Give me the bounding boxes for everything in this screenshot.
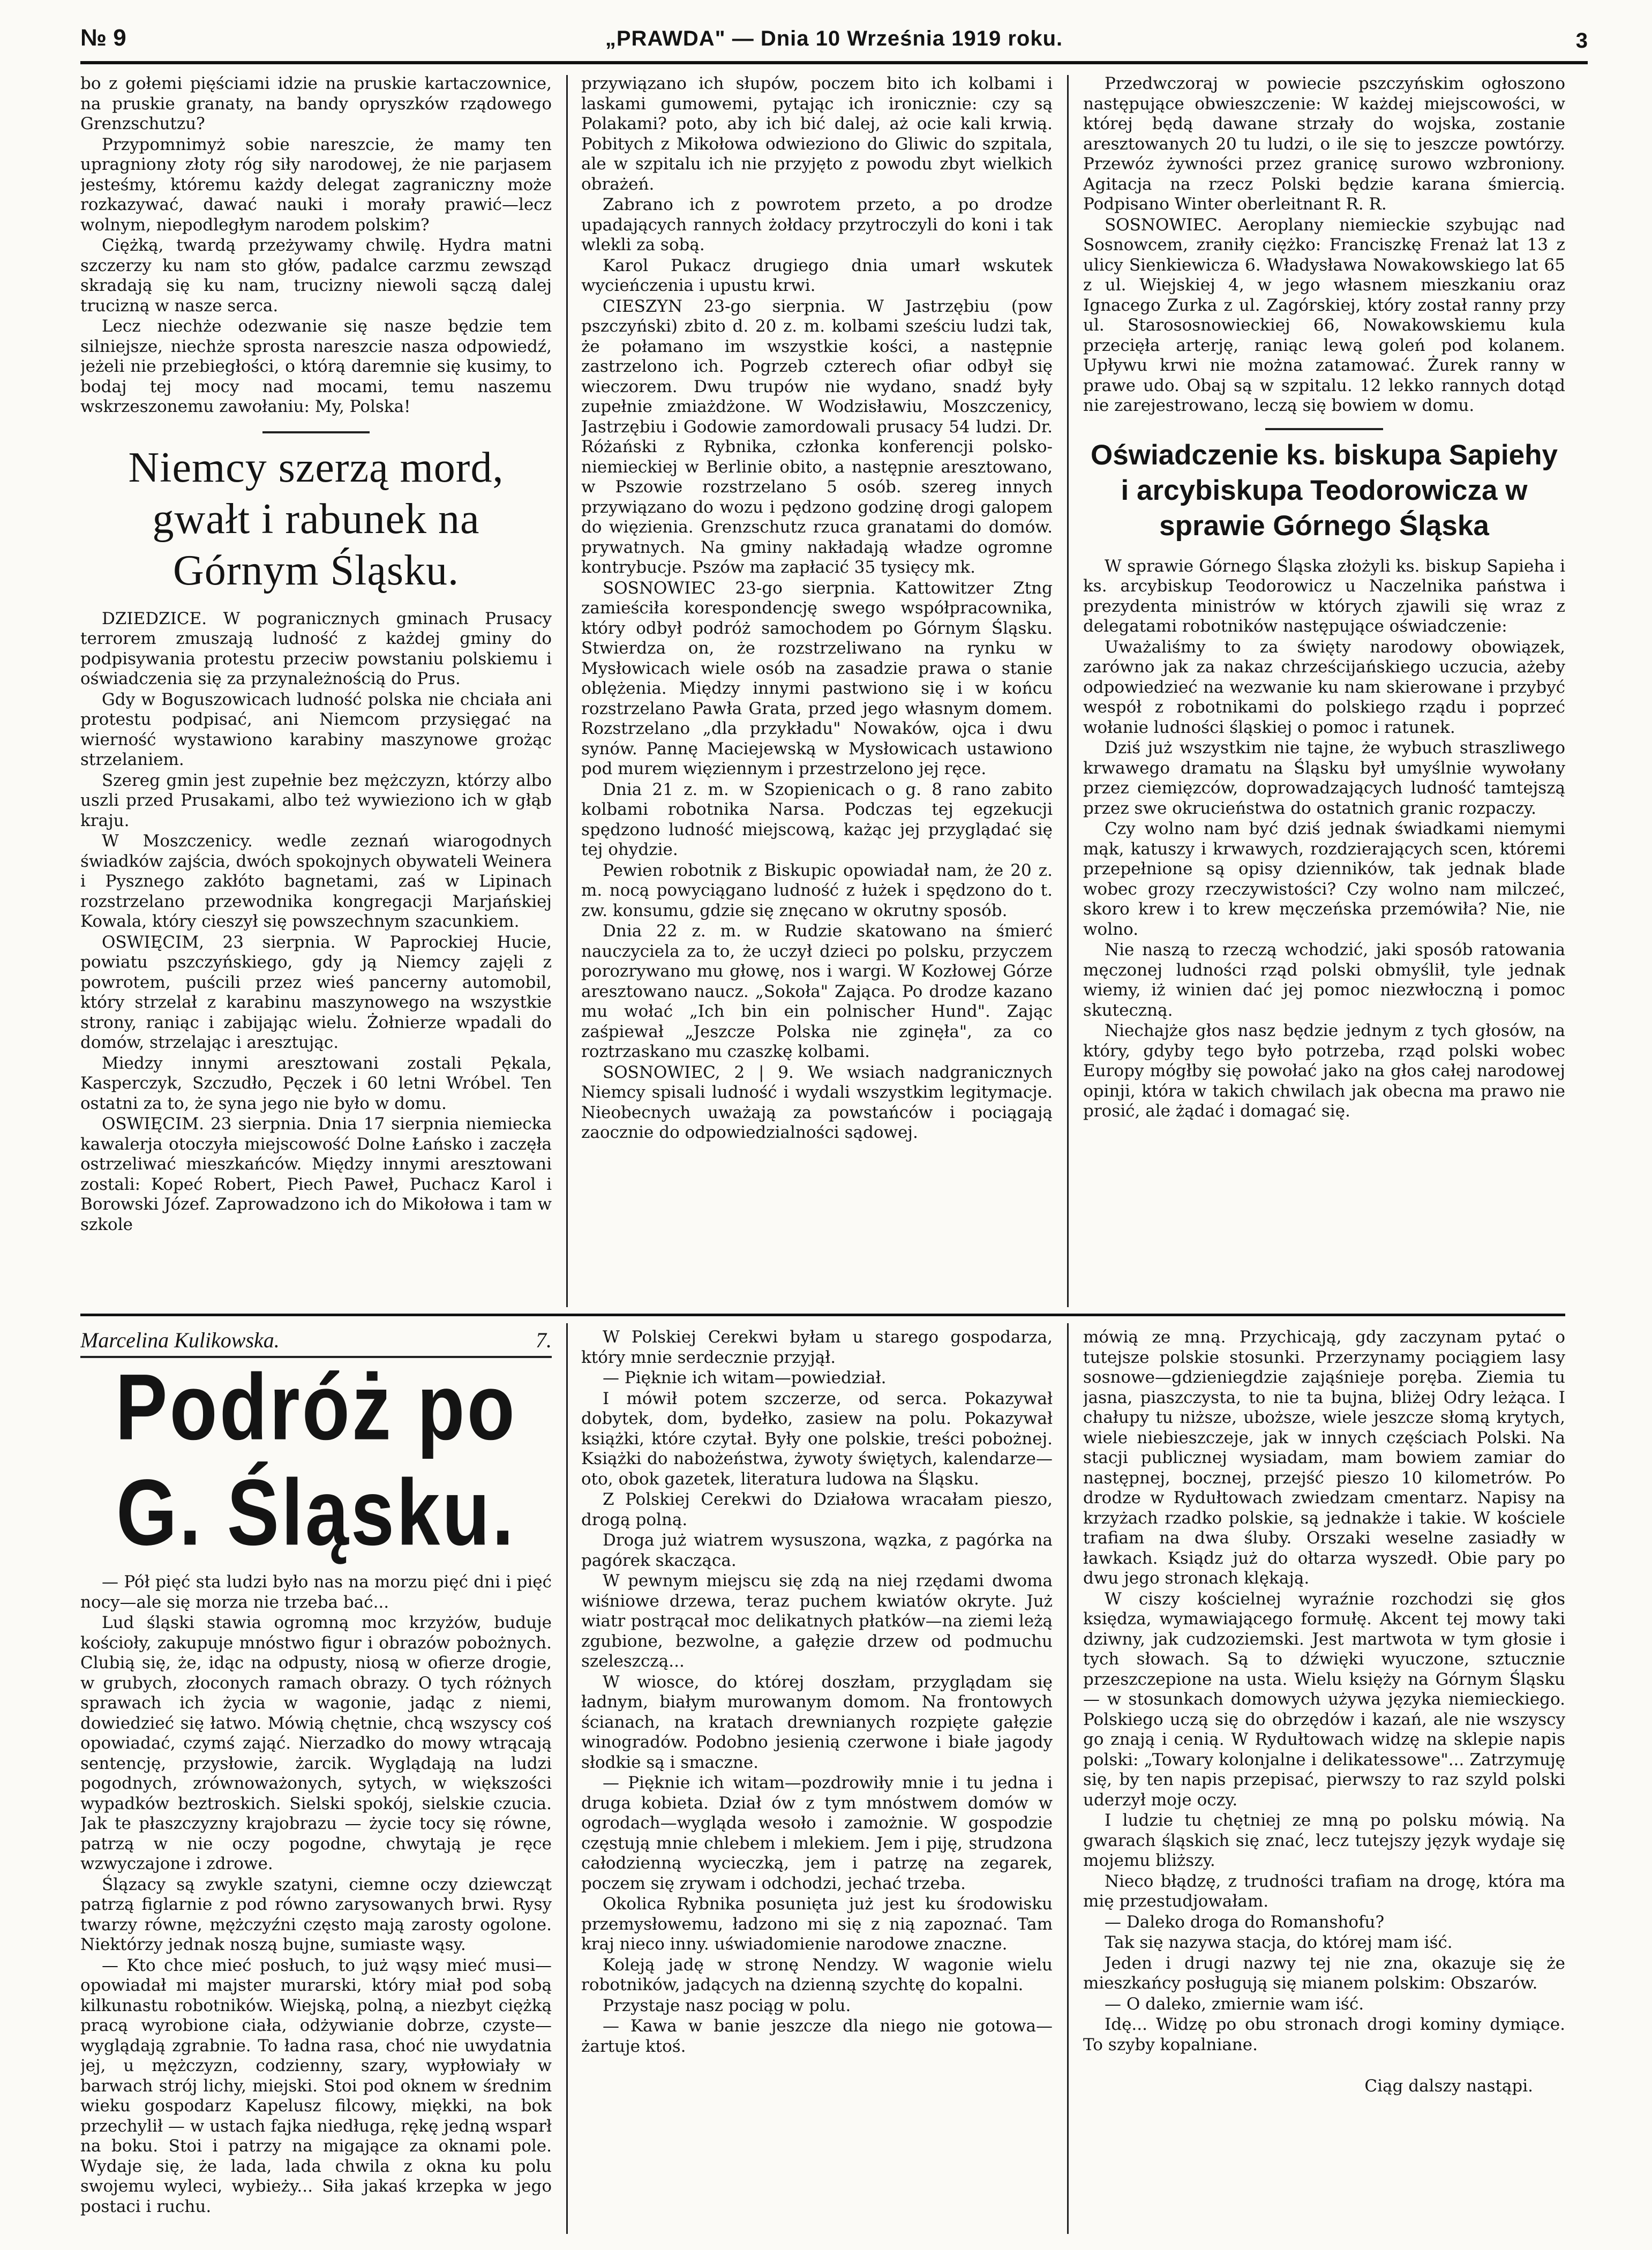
- paragraph: DZIEDZICE. W pogranicznych gminach Prusacy terrorem zmuszają ludność z każdej gminy do podpisywania protestu przeciw powstaniu polskiemu i oświadczenia się za przynależnością do Prus.: [80, 609, 552, 688]
- paragraph: Ślązacy są zwykle szatyni, ciemne oczy dziewcząt patrzą figlarnie z pod równo zarysowanych brwi. Rysy twarzy równe, mężczyźni często mają zarosty ogolone. Niektórzy jednak noszą bujne, sumiaste wąsy.: [80, 1874, 552, 1954]
- episode-number: 7.: [536, 1328, 552, 1352]
- paragraph: Jeden i drugi nazwy tej nie zna, okazuje się że mieszkańcy posługują się mianem polskim: Obszarów.: [1083, 1953, 1565, 1993]
- paragraph: CIESZYN 23-go sierpnia. W Jastrzębiu (pow pszczyński) zbito d. 20 z. m. kolbami sześciu ludzi tak, że połamano im wszystkie kości, a następnie zastrzelono ich. Pogrzeb czterech ofiar odbył się wieczorem. Dwu trupów nie wydano, snadź były zupełnie zmiażdżone. W Wodzisławiu, Moszczenicy, Jastrzębiu i Godowie zamordowali prusacy 54 ludzi. Dr. Różański z Rybnika, członka konferencji polsko-niemieckiej w Berlinie obito, a następnie aresztowano, w Pszowie rozstrzelano 5 osób. szereg innych przywiązano do wozu i pędzono godzinę drogi galopem do więzienia. Grenzschutz rzuca granatami do domów. prywatnych. Na gminy nakładają władze ogromne kontrybucje. Pszów ma zapłacić 35 tysięcy mk.: [581, 296, 1053, 577]
- divider: [1265, 428, 1383, 430]
- paragraph: Nie naszą to rzeczą wchodzić, jaki sposób ratowania męczonej ludności rząd polski obmyślił, tyle jednak wiemy, iż winien dać jej pomoc niezwłoczną i pomoc skuteczną.: [1083, 940, 1565, 1020]
- paragraph: Koleją jadę w stronę Nendzy. W wagonie wielu robotników, jadących na dzienną szychtę do kopalni.: [581, 1955, 1053, 1994]
- feuilleton-column-2: [581, 1328, 1053, 2233]
- paragraph: Dziś już wszystkim nie tajne, że wybuch straszliwego krwawego dramatu na Śląsku był umyślnie wywołany przez ciemięzców, doprowadzających ludność tamtejszą przez swe okrucieństwa do ostatnich granic rozpaczy.: [1083, 738, 1565, 818]
- paragraph: Pewien robotnik z Biskupic opowiadał nam, że 20 z. m. nocą powyciągano ludność z łużek i spędzono do t. zw. konsumu, gdzie się znęcano w okrutny sposób.: [581, 860, 1053, 920]
- paragraph: Gdy w Boguszowicach ludność polska nie chciała ani protestu podpisać, ani Niemcom przysięgać na wierność wystawiono karabiny maszynowe grożąc strzelaniem.: [80, 689, 552, 769]
- paragraph: W pewnym miejscu się zdą na niej rzędami dwoma wiśniowe drzewa, teraz puchem kwiatów okryte. Już wiatr postrącał moc delikatnych płatków—na ziemi leżą zgubione, bezwolne, a gałęzie drzew od podmuchu szeleszczą...: [581, 1571, 1053, 1671]
- paragraph: Ciężką, twardą przeżywamy chwilę. Hydra matni szczerzy ku nam sto głów, padalce carzmu zewsząd skradają się ku nam, trucizny niewoli sączą dalej trucizną w nasze serca.: [80, 236, 552, 316]
- column-rule: [566, 75, 568, 1307]
- paragraph: I ludzie tu chętniej ze mną po polsku mówią. Na gwarach śląskich się znać, lecz tutejszy język wydaje się mojemu bliższy.: [1083, 1811, 1565, 1870]
- feuilleton-column-3: [1083, 1328, 1565, 2233]
- masthead-title-date: „PRAWDA" — Dnia 10 Września 1919 roku.: [605, 27, 1063, 50]
- paragraph: Droga już wiatrem wysuszona, wązka, z pagórka na pagórek skacząca.: [581, 1531, 1053, 1570]
- paragraph: Dnia 21 z. m. w Szopienicach o g. 8 rano zabito kolbami robotnika Narsa. Podczas tej egzekucji spędzono ludność miejscową, każąc jej przyglądać się tej ohydzie.: [581, 779, 1053, 859]
- paragraph: W Polskiej Cerekwi byłam u starego gospodarza, który mnie serdecznie przyjął.: [581, 1328, 1053, 1367]
- paragraph: SOSNOWIEC, 2 | 9. We wsiach nadgranicznych Niemcy spisali ludność i wydali wszystkim legitymacje. Nieobecnych uważają za powstańców i pociągają zaocznie do odpowiedzialności sądowej.: [581, 1062, 1053, 1142]
- headline-oswiadczenie: Oświadczenie ks. biskupa Sapiehy i arcybiskupa Teodorowicza w sprawie Górnego Śląska: [1091, 439, 1558, 542]
- paragraph: Miedzy innymi aresztowani zostali Pękala, Kasperczyk, Szczudło, Pęczek i 60 letni Wróbel. Ten ostatni za to, że syna jego nie było w domu.: [80, 1053, 552, 1113]
- paragraph: — Daleko droga do Romanshofu?: [1105, 1912, 1385, 1932]
- paragraph: Uważaliśmy to za święty narodowy obowiązek, zarówno jak za nakaz chrześcijańskiego uczucia, ażeby odpowiedzieć na wezwanie ku nam skierowane i przybyć wespół z robotnikami do polskiego rządu i poprzeć wołanie ludności śląskiej o pomoc i ratunek.: [1083, 637, 1565, 737]
- paragraph: Lecz niechże odezwanie się nasze będzie tem silniejsze, niechże sprosta nareszcie nasza odpowiedź, jeżeli nie przebiegłości, o którą daremnie się kusimy, to bodaj tej mocy nad mocami, temu naszemu wskrzeszonemu zawołaniu: My, Polska!: [80, 317, 552, 416]
- paragraph: Z Polskiej Cerekwi do Działowa wracałam pieszo, drogą polną.: [581, 1490, 1053, 1529]
- paragraph: Okolica Rybnika posunięta już jest ku środowisku przemysłowemu, ładzono mi się z nią zapoznać. Tam kraj nieco inny. uświadomienie narodowe znaczne.: [581, 1894, 1053, 1954]
- paragraph: — Kawa w banie jeszcze dla niego nie gotowa—żartuje ktoś.: [581, 2016, 1053, 2056]
- paragraph: Przystaje nasz pociąg w polu.: [603, 1996, 851, 2015]
- feuilleton-title: Podróż po G. Śląsku.: [115, 1354, 517, 1565]
- headline-niemcy: Niemcy szerzą mord, gwałt i rabunek na Górnym Śląsku.: [128, 444, 504, 594]
- paragraph: SOSNOWIEC. Aeroplany niemieckie szybując nad Sosnowcem, zraniły ciężko: Franciszkę Frenaż lat 13 z ulicy Sienkiewicza 6. Władysława Nowakowskiego lat 65 z ul. Wiejskiej 4, w jego własnem mieszkaniu oraz Ignacego Zurka z ul. Zagórskiej, który został ranny przy ul. Starososnowieckiej 66, Nowakowskiemu kula przecięła arterję, raniąc lewą goleń pod kolanem. Upływu krwi nie można zatamować. Żurek ranny w prawe udo. Obaj są w szpitalu. 12 lekko rannych dotąd nie zarejestrowano, leczą się bowiem w domu.: [1083, 215, 1565, 415]
- author-name: Marcelina Kulikowska.: [80, 1328, 280, 1352]
- paragraph: — Pięknie ich witam—powiedział.: [603, 1368, 887, 1388]
- upper-column-1: [80, 74, 552, 1306]
- masthead: [80, 21, 1588, 64]
- section-separator: [80, 1314, 1565, 1316]
- paragraph: — Kto chce mieć posłuch, to już wąsy mieć musi—opowiadał mi majster murarski, który miał pod sobą kilkunastu robotników. Wiejską, polną, a niezbyt ciężką pracą wyrobione ciała, odżywianie dobrze, czyste—wyglądają zgrabnie. To ładna rasa, choć nie uwydatnia jej, u mężczyzn, codzienny, szary, wypłowiały w barwach strój lichy, miejski. Stoi pod oknem w średnim wieku gospodarz Kapelusz filcowy, miękki, na bok przechylił — w ustach fajka niedługa, rękę jedną wsparł na boku. Stoi i patrzy na migające za oknami pole. Wydaje się, że lada, lada chwila z okna ku polu swojemu wyleci, wybieży... Siła jakaś krzepka w jego postaci i ruchu.: [80, 1955, 552, 2216]
- paragraph: W sprawie Górnego Śląska złożyli ks. biskup Sapieha i ks. arcybiskup Teodorowicz u Naczelnika państwa i prezydenta ministrów w których zjawili się wraz z delegatami robotników następujące oświadczenie:: [1083, 556, 1565, 636]
- paragraph: OSWIĘCIM. 23 sierpnia. Dnia 17 sierpnia niemiecka kawalerja otoczyła miejscowość Dolne Łańsko i zaczęła ostrzeliwać mieszkańców. Między innymi aresztowani zostali: Kopeć Robert, Piech Paweł, Puchacz Karol i Borowski Józef. Zaprowadzono ich do Mikołowa i tam w szkole: [80, 1114, 552, 1234]
- column-rule: [1067, 75, 1069, 1307]
- paragraph: — O daleko, zmiernie wam iść.: [1105, 1994, 1364, 2014]
- paragraph: — Pół pięć sta ludzi było nas na morzu pięć dni i pięć nocy—ale się morza nie trzeba bać...: [80, 1572, 552, 1612]
- paragraph: I mówił potem szczerze, od serca. Pokazywał dobytek, dom, bydełko, zasiew na polu. Pokazywał książki, które czytał. Były one polskie, treści pobożnej. Książki do nabożeństwa, żywoty świętych, kalendarze—oto, obok gazetek, literatura ludowa na Śląsku.: [581, 1389, 1053, 1489]
- paragraph: mówią ze mną. Przychicają, gdy zaczynam pytać o tutejsze polskie stosunki. Przerzynamy pociągiem lasy sosnowe—gdzieniegdzie zająśnieje poręba. Ziemia tu jasna, piaszczysta, to nie ta bujna, bliżej Odry leżąca. I chałupy tu niższe, uboższe, wiele jeszcze słomą krytych, wiele niebieszczeje, jak w innych częściach Polski. Na stacji publicznej wysiadam, mam bowiem zamiar do następnej, bocznej, przejść pieszo 10 kilometrów. Po drodze w Rydułtowach zwiedzam cmentarz. Napisy na krzyżach rzadko polskie, są jednakże i takie. W kościele trafiam na dwa śluby. Orszaki weselne zasiadły w ławkach. Ksiądz już do ołtarza wyszedł. Obie pary po dwu jego stronach klękają.: [1083, 1328, 1565, 1588]
- paragraph: Zabrano ich z powrotem przeto, a po drodze upadających rannych żołdacy przytroczyli do koni i tak wlekli za sobą.: [581, 195, 1053, 254]
- paragraph: Przypomnimyż sobie nareszcie, że mamy ten upragniony złoty róg siły narodowej, że nie parjasem jesteśmy, któremu każdy delegat zagraniczny może rozkazywać, dawać nauki i morały prawić—lecz wolnym, niepodległym narodem polskim?: [80, 134, 552, 235]
- continuation-note: Ciąg dalszy nastąpi.: [1364, 2076, 1533, 2096]
- paragraph: Niechajże głos nasz będzie jednym z tych głosów, na który, gdyby tego było potrzeba, rząd polski wobec Europy mógłby się powołać jako na głos całej narodowej opinji, która w takich chwilach jak obecna ma prawo nie prosić, ale żądać i domagać się.: [1083, 1021, 1565, 1121]
- column-rule: [1067, 1323, 1069, 2234]
- divider: [262, 431, 370, 433]
- paragraph: Przedwczoraj w powiecie pszczyńskim ogłoszono następujące obwieszczenie: W każdej miejscowości, w której będą dawane strzały do wojska, zostanie aresztowanych 20 tu ludzi, o ile się to jeszcze powtórzy. Przewóz żywności przez granicę surowo wzbroniony. Agitacja na rzecz Polski będzie karana śmiercią. Podpisano Winter oberleitnant R. R.: [1083, 74, 1565, 214]
- paragraph: bo z gołemi pięściami idzie na pruskie kartaczownice, na pruskie granaty, na bandy opryszków rządowego Grenzschutzu?: [80, 74, 552, 133]
- paragraph: Lud śląski stawia ogromną moc krzyżów, buduje kościoły, zakupuje mnóstwo figur i obrazów pobożnych. Clubią się, że, idąc na odpusty, niosą w ofierze drogie, w grubych, złoconych ramach obrazy. O tych różnych sprawach ich życia w wagonie, jadąc z niemi, dowiedzieć się łatwo. Mówią chętnie, chcą wszyscy coś opowiadać, czymś zająć. Nierzadko do mowy wtrącają sentencję, przysłowie, żarcik. Wyglądają na ludzi pogodnych, zrównoważonych, sytych, w większości wypadków beztroskich. Sielski spokój, sielskie czucia. Jak te płaszczyzny krajobrazu — życie tocy się równe, patrzą w nie oczy pogodne, chwytają je ręce wzwyczajone i zdrowe.: [80, 1613, 552, 1873]
- paragraph: Idę... Widzę po obu stronach drogi kominy dymiące. To szyby kopalniane.: [1083, 2015, 1565, 2054]
- paragraph: — Pięknie ich witam—pozdrowiły mnie i tu jedna i druga kobieta. Dział ów z tym mnóstwem domów w ogrodach—wygląda wesoło i zamożnie. W gospodzie częstują mnie chlebem i mlekiem. Jem i piję, strudzona całodzienną wycieczką, jem i patrzę na zegarek, poczem się zrywam i odchodzi, jechać trzeba.: [581, 1773, 1053, 1893]
- paragraph: Dnia 22 z. m. w Rudzie skatowano na śmierć nauczyciela za to, że uczył dzieci po polsku, przyczem porozrywano mu głowę, nos i wargi. W Kozłowej Górze aresztowano naucz. „Sokoła" Zająca. Po drodze kazano mu wołać „Ich bin ein polnischer Hund". Zając zaśpiewał „Jeszcze Polska nie zginęła", za co roztrzaskano mu czaszkę kolbami.: [581, 921, 1053, 1061]
- paragraph: W wiosce, do której doszłam, przyglądam się ładnym, białym murowanym domom. Na frontowych ścianach, na kratach drewnianych rozpięte gałęzie winogradów. Podobno jesienią czerwone i białe jagody słodkie są i smaczne.: [581, 1672, 1053, 1772]
- paragraph: OSWIĘCIM, 23 sierpnia. W Paprockiej Hucie, powiatu pszczyńskiego, gdy ją Niemcy zajęli z powrotem, puścili przez wieś pancerny automobil, który strzelał z karabinu maszynowego na wszystkie strony, raniąc i zabijając wielu. Żołnierze wpadali do domów, strzelając i aresztując.: [80, 932, 552, 1052]
- paragraph: W Moszczenicy. wedle zeznań wiarogodnych świadków zajścia, dwóch spokojnych obywateli Weinera i Pysznego zakłóto bagnetami, zaś w Lipinach rozstrzelano przewodnika kongregacji Marjańskiej Kowala, który cieszył się powszechnym szacunkiem.: [80, 831, 552, 931]
- feuilleton-column-1: [80, 1328, 552, 2233]
- upper-column-2: [581, 74, 1053, 1306]
- upper-column-3: [1083, 74, 1565, 1306]
- paragraph: Tak się nazywa stacja, do której mam iść.: [1105, 1933, 1453, 1952]
- page-number: 3: [1575, 29, 1588, 52]
- paragraph: Czy wolno nam być dziś jednak świadkami niemymi mąk, katuszy i krwawych, rozdzierających scen, któremi przepełnione są opisy dzienników, tak jednak blade wobec grozy rzeczywistości? Czy wolno nam milczeć, skoro krew i to krew męczeńska przemówiła? Nie, nie wolno.: [1083, 819, 1565, 939]
- paragraph: Szereg gmin jest zupełnie bez mężczyzn, którzy albo uszli przed Prusakami, albo też wywieziono ich w głąb kraju.: [80, 770, 552, 830]
- paragraph: Karol Pukacz drugiego dnia umarł wskutek wycieńczenia i upustu krwi.: [581, 256, 1053, 295]
- paragraph: Nieco błądzę, z trudności trafiam na drogę, która ma mię przestudjowałam.: [1083, 1871, 1565, 1911]
- paragraph: przywiązano ich słupów, poczem bito ich kolbami i laskami gumowemi, pytając ich ironicznie: czy są Polakami? poto, aby ich bić dalej, aż ocie kali krwią. Pobitych z Mikołowa odwieziono do Gliwic do szpitala, ale w szpitalu ich nie przyjęto z powodu zbyt wielkich obrażeń.: [581, 74, 1053, 194]
- column-rule: [566, 1323, 568, 2234]
- feuilleton-byline: [80, 1328, 552, 1358]
- paragraph: W ciszy kościelnej wyraźnie rozchodzi się głos księdza, wymawiającego formułę. Akcent tej mowy taki dziwny, jak cudzoziemski. Jest martwota w tym głosie i tych słowach. Są to dźwięki wyuczone, sztucznie przeszczepione na usta. Wielu księży na Górnym Śląsku — w stosunkach domowych używa języka niemieckiego. Polskiego uczą się do obrzędów i kazań, ale nie wszyscy go znają i cenią. W Rydułtowach widzę na sklepie napis polski: „Towary kolonjalne i delikatessowe"... Zatrzymuję się, by ten napis przepisać, pierwszy to raz szyld polski uderzył moje oczy.: [1083, 1589, 1565, 1810]
- issue-number: № 9: [80, 25, 126, 51]
- paragraph: SOSNOWIEC 23-go sierpnia. Kattowitzer Ztng zamieściła korespondencję swego współpracownika, który odbył podróż samochodem po Górnym Śląsku. Stwierdza on, że rozstrzeliwano na rynku w Mysłowicach wiele osób na zasadzie prawa o stanie oblężenia. Między innymi pastwiono się i w końcu rozstrzelano Pawła Grata, przed jego własnym domem. Rozstrzelano „dla przykładu" Nowaków, ojca i dwu synów. Pannę Maciejewską w Mysłowicach ustawiono pod murem więziennym i przestrzelono jej ręce.: [581, 578, 1053, 778]
